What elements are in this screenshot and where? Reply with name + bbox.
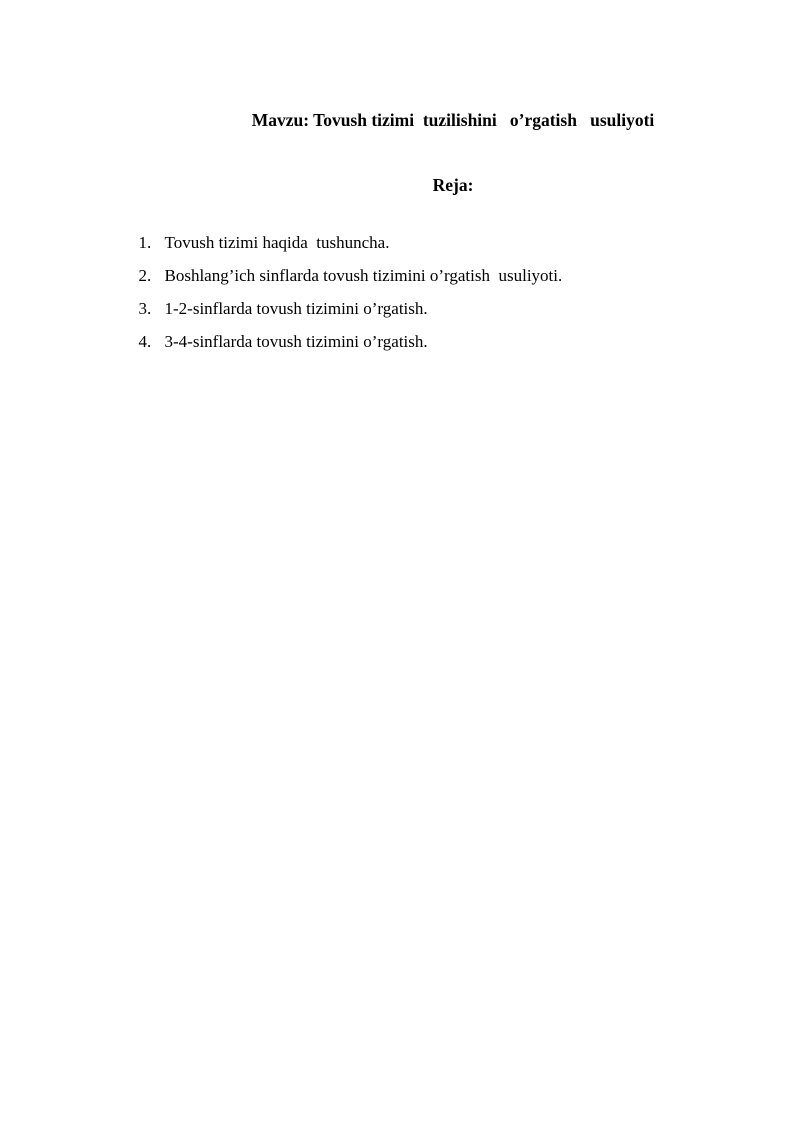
plan-item-number: 3.	[138, 299, 152, 318]
plan-item-number: 1.	[138, 233, 152, 252]
plan-item-number: 4.	[138, 332, 152, 351]
plan-item-text: 3-4-sinflarda tovush tizimini o’rgatish.	[164, 332, 428, 351]
plan-list	[113, 204, 563, 351]
plan-item	[113, 204, 562, 252]
plan-heading: Reja:	[432, 175, 474, 195]
plan-item-number: 2.	[138, 266, 152, 285]
plan-item-text: Boshlang’ich sinflarda tovush tizimini o’rgatish usuliyoti.	[164, 266, 563, 285]
document-title: Mavzu: Tovush tizimi tuzilishini o’rgatish usuliyoti	[251, 110, 655, 130]
plan-item-text: Tovush tizimi haqida tushuncha.	[164, 233, 390, 252]
plan-item-text: 1-2-sinflarda tovush tizimini o’rgatish.	[164, 299, 428, 318]
